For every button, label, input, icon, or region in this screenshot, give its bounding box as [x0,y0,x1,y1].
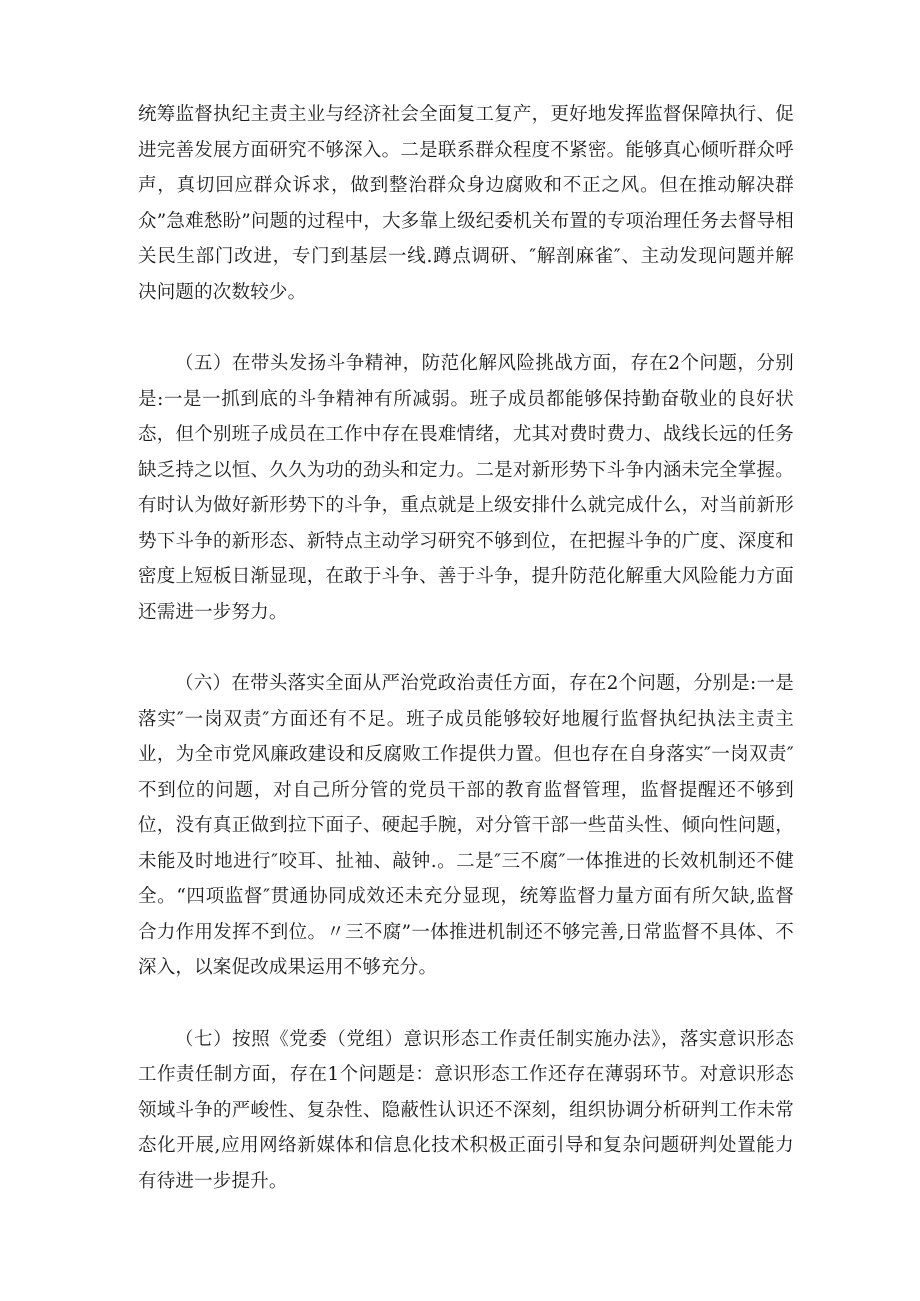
paragraph-continuation: 统筹监督执纪主责主业与经济社会全面复工复产，更好地发挥监督保障执行、促进完善发展方面研究不够深入。二是联系群众程度不紧密。能够真心倾听群众呼声，真切回应群众诉求，做到整治群众身边腐败和不正之风。但在推动解决群众”急难愁盼”问题的过程中，大多靠上级纪委机关布置的专项治理任务去督导相关民生部门改进，专门到基层一线.蹲点调研、″解剖麻雀″、主动发现问题并解决问题的次数较少。 [138,104,794,303]
paragraph-section-6: （六）在带头落实全面从严治党政治责任方面，存在2个问题，分别是:一是落实″一岗双责″方面还有不足。班子成员能够较好地履行监督执纪执法主责主业，为全市党风廉政建设和反腐败工作提供力置。但也存在自身落实″一岗双责″不到位的问题，对自己所分管的党员干部的教育监督管理，监督提醒还不够到位，没有真正做到拉下面子、硬起手腕，对分管干部一些苗头性、倾向性问题，未能及时地进行″咬耳、扯袖、敲钟.。二是″三不腐″一体推进的长效机制还不健全。“四项监督″贯通协同成效还未充分显现，统筹监督力量方面有所欠缺,监督合力作用发挥不到位。〃三不腐”一体推进机制还不够完善,日常监督不具体、不深入，以案促改成果运用不够充分。 [138,673,794,978]
paragraph-section-5: （五）在带头发扬斗争精神，防范化解风险挑战方面，存在2个问题，分别是:一是一抓到底的斗争精神有所减弱。班子成员都能够保持勤奋敬业的良好状态，但个别班子成员在工作中存在畏难情绪，尤其对费时费力、战线长远的任务缺乏持之以恒、久久为功的劲头和定力。二是对新形势下斗争内涵未完全掌握。有时认为做好新形势下的斗争，重点就是上级安排什么就完成什么，对当前新形势下斗争的新形态、新特点主动学习研究不够到位，在把握斗争的广度、深度和密度上短板日渐显现，在敢于斗争、善于斗争，提升防范化解重大风险能力方面还需进一步努力。 [138,353,794,623]
paragraph-section-7: （七）按照《党委（党组）意识形态工作责任制实施办法》，落实意识形态工作责任制方面，存在1个问题是：意识形态工作还存在薄弱环节。对意识形态领域斗争的严峻性、复杂性、隐蔽性认识还不深刻，组织协调分析研判工作未常态化开展,应用网络新媒体和信息化技术积极正面引导和复杂问题研判处置能力有待进一步提升。 [138,1028,794,1192]
document-page [138,97,794,1199]
